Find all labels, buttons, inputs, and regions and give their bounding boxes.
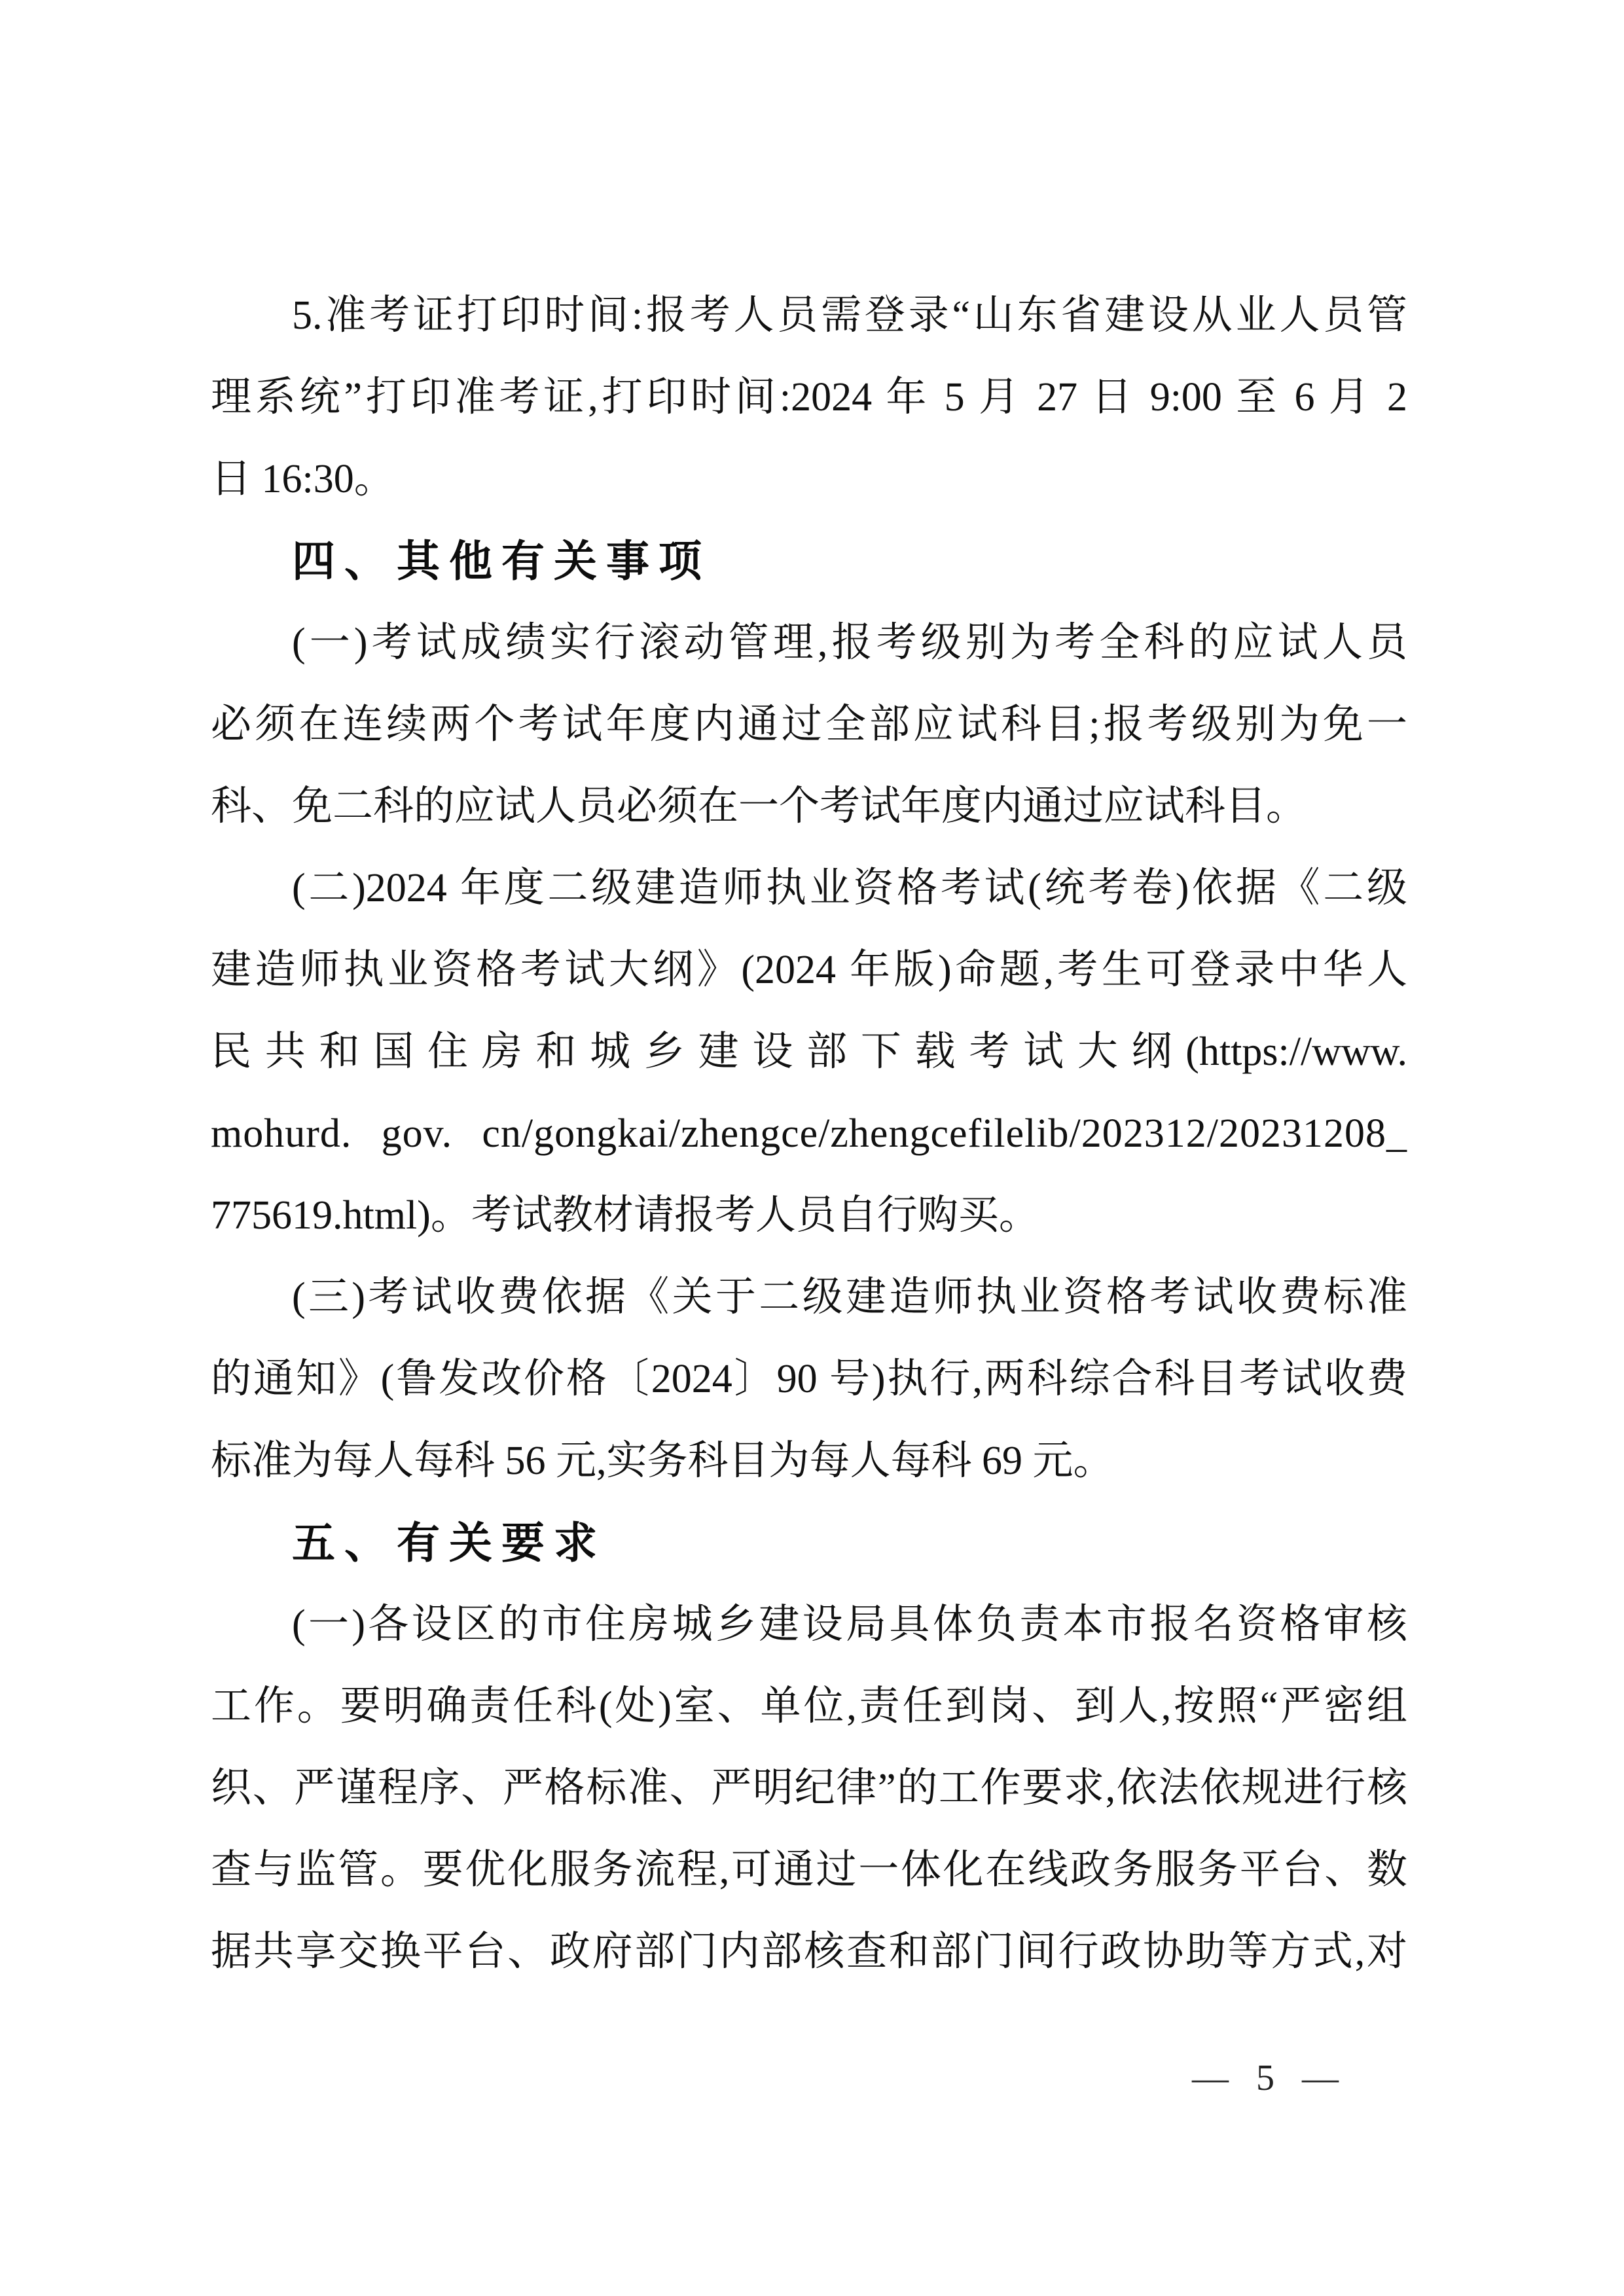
page-number: — 5 — — [1192, 2058, 1348, 2098]
text-line-review-4: 查与监管。要优化服务流程,可通过一体化在线政务服务平台、数 — [211, 1848, 1407, 1892]
text-line-exam-outline-3: 民共和国住房和城乡建设部下载考试大纲(https://www. — [211, 1030, 1407, 1074]
text-line-fees-2: 的通知》(鲁发改价格〔2024〕90 号)执行,两科综合科目考试收费 — [211, 1357, 1407, 1401]
text-line-admission-ticket-1: 5.准考证打印时间:报考人员需登录“山东省建设从业人员管 — [292, 293, 1407, 338]
text-line-exam-outline-1: (二)2024 年度二级建造师执业资格考试(统考卷)依据《二级 — [292, 866, 1407, 910]
text-line-review-5: 据共享交换平台、政府部门内部核查和部门间行政协助等方式,对 — [211, 1929, 1407, 1974]
text-line-rolling-mgmt-3: 科、免二科的应试人员必须在一个考试年度内通过应试科目。 — [211, 784, 1307, 829]
text-line-exam-outline-url: mohurd. gov. cn/gongkai/zhengce/zhengcefilelib/202312/20231208_ — [211, 1111, 1407, 1156]
text-line-rolling-mgmt-2: 必须在连续两个考试年度内通过全部应试科目;报考级别为免一 — [211, 702, 1407, 747]
text-line-admission-ticket-3: 日 16:30。 — [211, 457, 395, 501]
text-line-fees-3: 标准为每人每科 56 元,实务科目为每人每科 69 元。 — [211, 1439, 1114, 1483]
text-line-review-3: 织、严谨程序、严格标准、严明纪律”的工作要求,依法依规进行核 — [211, 1766, 1407, 1810]
text-line-fees-1: (三)考试收费依据《关于二级建造师执业资格考试收费标准 — [292, 1275, 1407, 1319]
text-line-admission-ticket-2: 理系统”打印准考证,打印时间:2024 年 5 月 27 日 9:00 至 6 月 2 — [211, 375, 1407, 420]
section-heading-other-matters: 四、其他有关事项 — [292, 537, 711, 585]
section-heading-requirements: 五、有关要求 — [292, 1518, 606, 1567]
text-line-exam-outline-2: 建造师执业资格考试大纲》(2024 年版)命题,考生可登录中华人 — [211, 948, 1407, 992]
text-line-rolling-mgmt-1: (一)考试成绩实行滚动管理,报考级别为考全科的应试人员 — [292, 620, 1407, 665]
text-line-review-1: (一)各设区的市住房城乡建设局具体负责本市报名资格审核 — [292, 1602, 1407, 1647]
text-line-exam-outline-5: 775619.html)。考试教材请报考人员自行购买。 — [211, 1193, 1039, 1238]
document-body — [211, 275, 1407, 1993]
text-line-review-2: 工作。要明确责任科(处)室、单位,责任到岗、到人,按照“严密组 — [211, 1684, 1407, 1729]
